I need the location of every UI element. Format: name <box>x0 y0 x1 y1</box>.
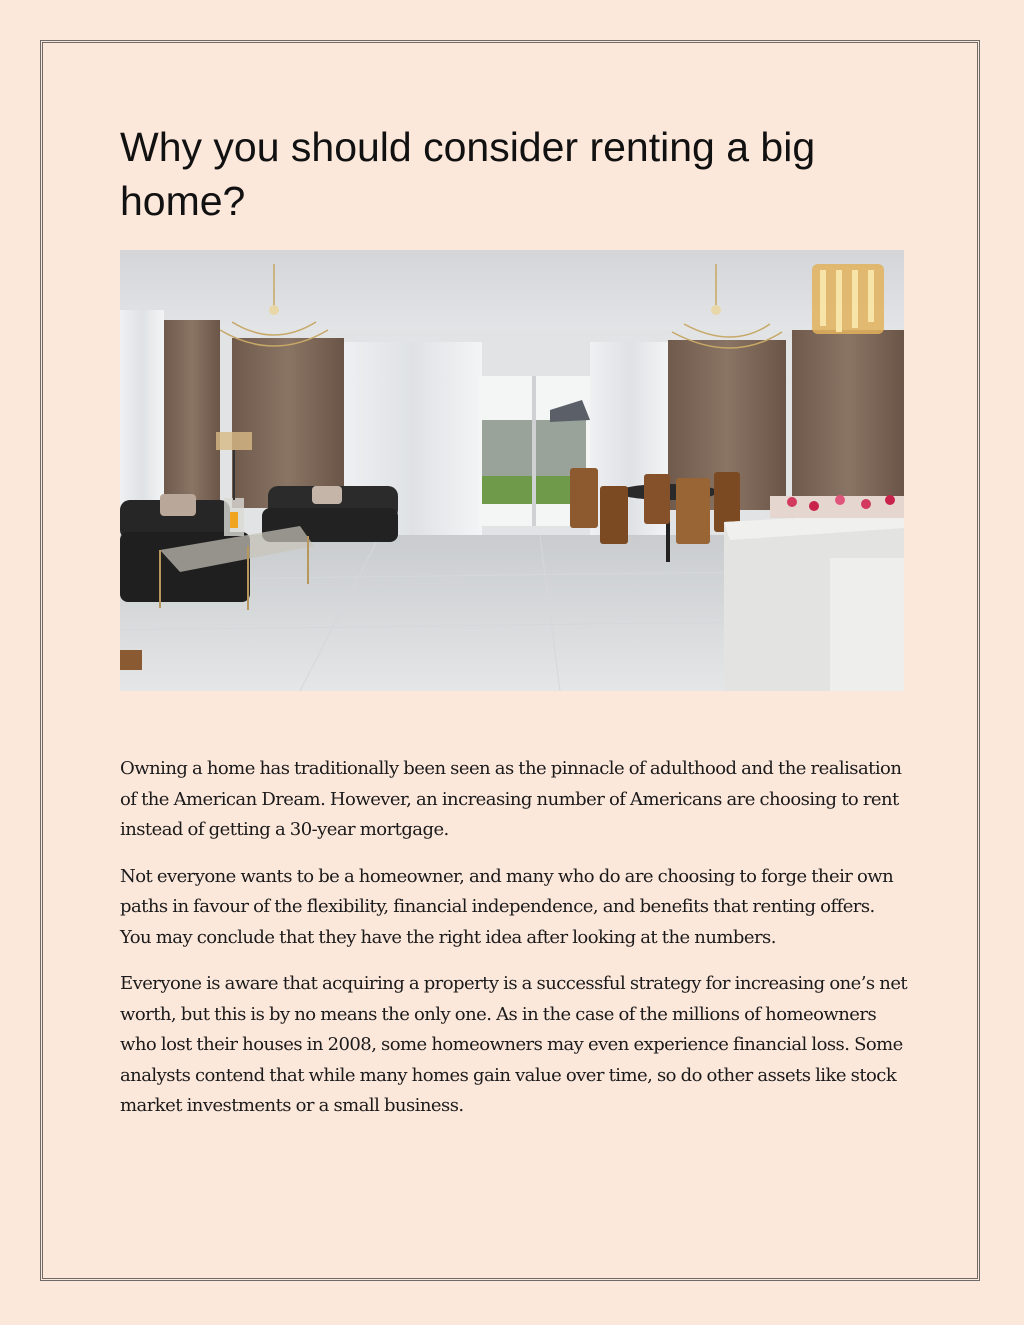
page-title: Why you should consider renting a big home? <box>120 124 816 224</box>
paragraph-2: Not everyone wants to be a homeowner, and many who do are choosing to forge their own paths in favour of the flexibility, financial independence, and benefits that renting offers. You may conclude that they have the right idea after looking at the numbers. <box>120 865 894 948</box>
paragraph-1: Owning a home has traditionally been seen as the pinnacle of adulthood and the realisation of the American Dream. However, an increasing number of Americans are choosing to rent instead of getting a 30-year mortgage. <box>120 758 902 840</box>
article-body <box>120 754 910 1138</box>
living-room-photo <box>120 250 904 691</box>
paragraph-3: Everyone is aware that acquiring a property is a successful strategy for increasing one’s net worth, but this is by no means the only one. As in the case of the millions of homeowners who lost their houses in 2008, some homeowners may even experience financial loss. Some analysts contend that while many homes gain value over time, so do other assets like stock market investments or a small business. <box>120 973 908 1116</box>
